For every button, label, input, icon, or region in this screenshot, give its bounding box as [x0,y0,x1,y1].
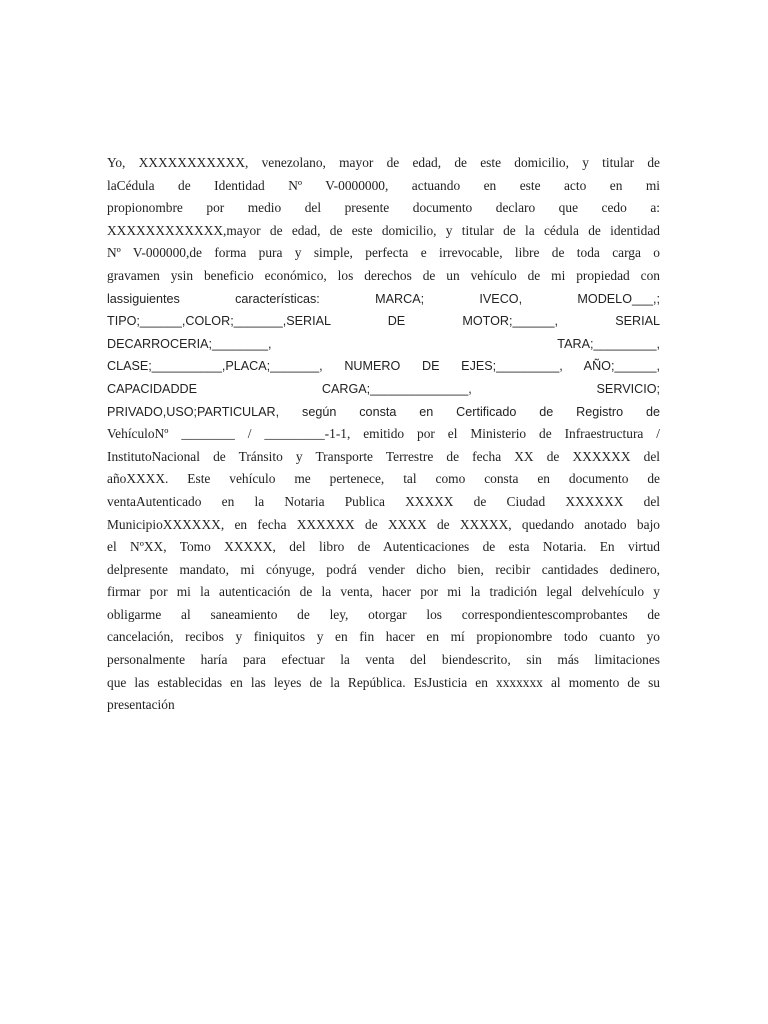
document-line: CLASE;__________,PLACA;_______, NUMERO DE EJES;_________, AÑO;______, [107,359,660,374]
document-line: PRIVADO,USO;PARTICULAR, según consta en Certificado de Registro de [107,404,660,419]
document-line: el NºXX, Tomo XXXXX, del libro de Autenticaciones de esta Notaria. En virtud [107,539,660,555]
document-line: TIPO;______,COLOR;_______,SERIAL DE MOTOR;______, SERIAL [107,314,660,329]
document-line: Yo, XXXXXXXXXXX, venezolano, mayor de edad, de este domicilio, y titular de [107,155,660,170]
document-line: que las establecidas en las leyes de la República. EsJusticia en xxxxxxx al momento de su [107,674,660,690]
document-line: obligarme al saneamiento de ley, otorgar los correspondientescomprobantes de [107,606,660,622]
document-line: delpresente mandato, mi cónyuge, podrá vender dicho bien, recibir cantidades dedinero, [107,561,660,577]
document-line: gravamen ysin beneficio económico, los derechos de un vehículo de mi propiedad con [107,267,660,283]
document-line: DECARROCERIA;________, TARA;_________, [107,336,660,351]
document-line: firmar por mi la autenticación de la venta, hacer por mi la tradición legal delvehículo y [107,584,660,600]
document-body-text [107,152,660,717]
document-line: laCédula de Identidad Nº V-0000000, actuando en este acto en mi [107,177,660,193]
document-line: ventaAutenticado en la Notaria Publica XXXXX de Ciudad XXXXXX del [107,493,660,509]
document-line: Nº V-000000,de forma pura y simple, perfecta e irrevocable, libre de toda carga o [107,245,660,261]
document-line: InstitutoNacional de Tránsito y Transporte Terrestre de fecha XX de XXXXXX del [107,448,660,464]
document-line: añoXXXX. Este vehículo me pertenece, tal como consta en documento de [107,471,660,487]
document-line: presentación [107,697,175,713]
document-line: VehículoNº ________ / _________-1-1, emitido por el Ministerio de Infraestructura / [107,426,660,442]
document-line: personalmente haría para efectuar la venta del biendescrito, sin más limitaciones [107,652,660,668]
document-line: MunicipioXXXXXX, en fecha XXXXXX de XXXX de XXXXX, quedando anotado bajo [107,516,660,532]
document-line: cancelación, recibos y finiquitos y en fin hacer en mí propionombre todo cuanto yo [107,629,660,645]
document-line: propionombre por medio del presente documento declaro que cedo a: [107,200,660,216]
document-line: CAPACIDADDE CARGA;______________, SERVICIO; [107,381,660,396]
document-line: XXXXXXXXXXXX,mayor de edad, de este domicilio, y titular de la cédula de identidad [107,222,660,238]
document-line: lassiguientes características: MARCA; IVECO, MODELO___,; [107,291,660,306]
